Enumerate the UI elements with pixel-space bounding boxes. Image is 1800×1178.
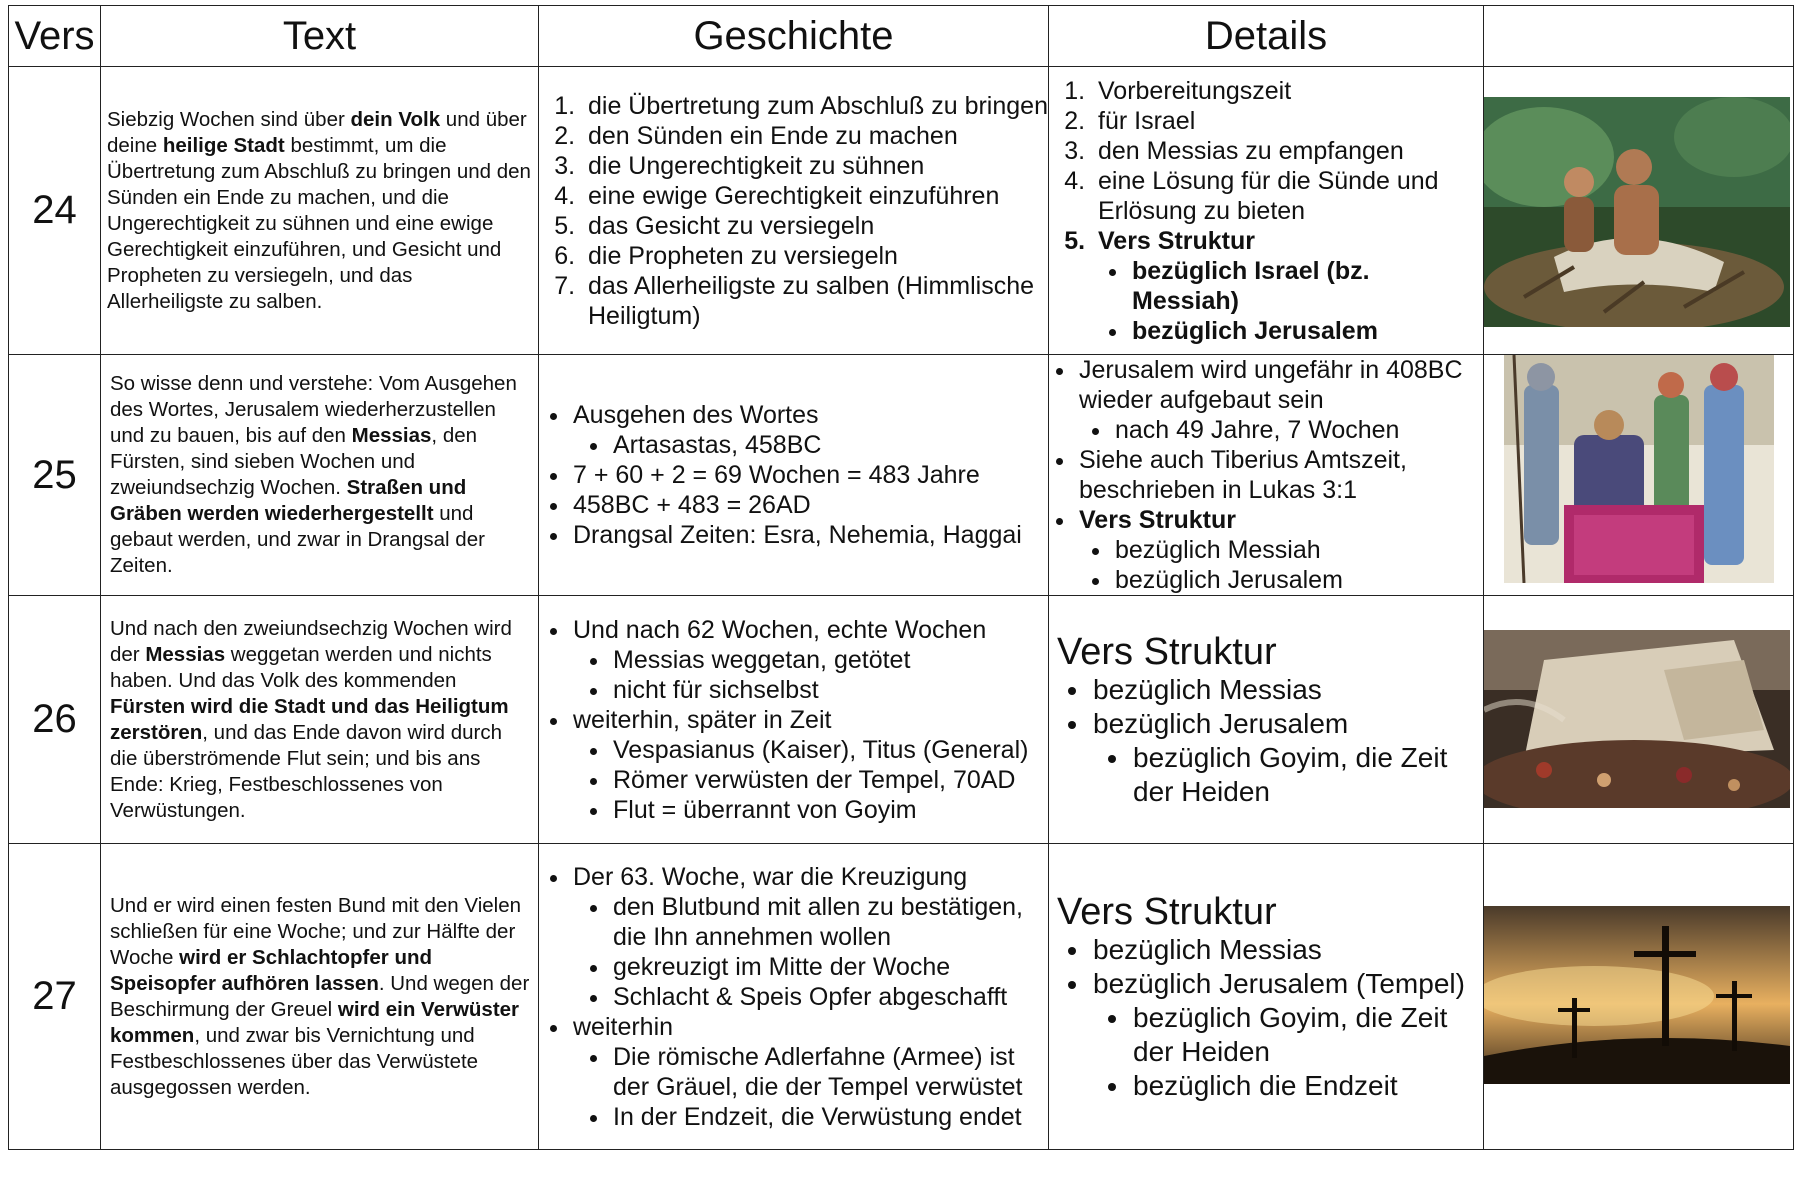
list-item: 7. das Allerheiligste zu salben (Himmlische Heiligtum) [582, 271, 1048, 331]
details-heading: Vers Struktur [1057, 630, 1277, 673]
list-item: • bezüglich Goyim, die Zeit der Heiden [1131, 741, 1483, 809]
list-item: • Römer verwüsten der Tempel, 70AD [611, 765, 1048, 795]
list-item-label: weiterhin [573, 1012, 674, 1041]
header-text: Text [101, 6, 539, 67]
three-crosses-sunset-photo [1484, 906, 1790, 1084]
details-cell [1049, 844, 1484, 1150]
sublist [1079, 415, 1483, 445]
list-item: 1. Vorbereitungszeit [1092, 76, 1483, 106]
list-item-label: weiterhin, später in Zeit [573, 705, 832, 734]
image-cell [1484, 355, 1794, 596]
sublist [1093, 741, 1483, 809]
details-list [1049, 76, 1483, 346]
sacrifice-lamb-painting [1484, 97, 1790, 327]
table-row [9, 844, 1794, 1150]
image-cell [1484, 596, 1794, 844]
list-item: • bezüglich Jerusalem [1130, 316, 1483, 346]
list-item [571, 862, 1048, 1012]
list-item: • Artasastas, 458BC [611, 430, 1048, 460]
list-item: • 7 + 60 + 2 = 69 Wochen = 483 Jahre [571, 460, 1048, 490]
header-row [9, 6, 1794, 67]
list-item: 5. das Gesicht zu versiegeln [582, 211, 1048, 241]
list-item: • bezüglich Israel (bz. Messiah) [1130, 256, 1483, 316]
sublist [573, 735, 1048, 825]
table-row [9, 67, 1794, 355]
sublist [573, 892, 1048, 1012]
list-item-label: Ausgehen des Wortes [573, 401, 819, 429]
list-item-label: Und nach 62 Wochen, echte Wochen [573, 615, 987, 644]
table-row [9, 355, 1794, 596]
list-item [1077, 505, 1483, 595]
list-item: • bezüglich Jerusalem [1113, 565, 1483, 595]
list-item [1077, 355, 1483, 445]
details-cell [1049, 596, 1484, 844]
list-item-label: bezüglich Jerusalem [1093, 707, 1349, 739]
verse-number: 26 [9, 596, 101, 844]
sublist [1093, 1001, 1483, 1103]
list-item-label: Jerusalem wird ungefähr in 408BC wieder aufgebaut sein [1079, 356, 1463, 414]
list-item: • In der Endzeit, die Verwüstung endet [611, 1102, 1048, 1132]
list-item: 3. den Messias zu empfangen [1092, 136, 1483, 166]
verse-text: So wisse denn und verstehe: Vom Ausgehen des Wortes, Jerusalem wiederherzustellen und zu bauen, bis auf den Messias, den Fürsten, sind sieben Wochen und zweiundsechzig Wochen. Straßen und Gräben werden wiederhergestellt und gebaut werden, und zwar in Drangsal der Zeiten. [101, 355, 539, 596]
list-item [571, 400, 1048, 460]
list-item: • gekreuzigt im Mitte der Woche [611, 952, 1048, 982]
history-list [539, 91, 1048, 331]
history-cell [539, 67, 1049, 355]
verse-text: Und er wird einen festen Bund mit den Vielen schließen für eine Woche; und zur Hälfte der Woche wird er Schlachtopfer und Speisopfer aufhören lassen. Und wegen der Beschirmung der Greuel wird ein Verwüster kommen, und zwar bis Vernichtung und Festbeschlossenes über das Verwüstete ausgegossen werden. [101, 844, 539, 1150]
list-item: • Flut = überrannt von Goyim [611, 795, 1048, 825]
list-item: • bezüglich Messias [1091, 933, 1483, 967]
list-item: • nicht für sichselbst [611, 675, 1048, 705]
list-item [571, 705, 1048, 825]
details-cell [1049, 67, 1484, 355]
header-vers: Vers [9, 6, 101, 67]
list-item [571, 615, 1048, 705]
image-cell [1484, 844, 1794, 1150]
list-item-label: bezüglich Jerusalem (Tempel) [1093, 967, 1465, 999]
verse-number: 25 [9, 355, 101, 596]
history-cell [539, 596, 1049, 844]
list-item: 2. für Israel [1092, 106, 1483, 136]
details-heading: Vers Struktur [1057, 890, 1277, 933]
list-item: • bezüglich Messiah [1113, 535, 1483, 565]
table-row [9, 596, 1794, 844]
list-item: 4. eine ewige Gerechtigkeit einzuführen [582, 181, 1048, 211]
details-list [1049, 355, 1483, 595]
list-item-label: Vers Struktur [1079, 506, 1237, 534]
header-details: Details [1049, 6, 1484, 67]
sublist [573, 1042, 1048, 1132]
list-item: • den Blutbund mit allen zu bestätigen, die Ihn annehmen wollen [611, 892, 1048, 952]
sublist [1079, 535, 1483, 595]
list-item [1091, 967, 1483, 1103]
daniel-9-table [8, 5, 1794, 1150]
sublist [573, 430, 1048, 460]
list-item [571, 1012, 1048, 1132]
verse-text: Siebzig Wochen sind über dein Volk und über deine heilige Stadt bestimmt, um die Übertretung zum Abschluß zu bringen und den Sünden ein Ende zu machen, und die Ungerechtigkeit zu sühnen und eine ewige Gerechtigkeit einzuführen, und Gesicht und Propheten zu versiegeln, und das Allerheiligste zu salben. [101, 67, 539, 355]
list-item [1092, 226, 1483, 346]
list-item: • bezüglich die Endzeit [1131, 1069, 1483, 1103]
list-item: • 458BC + 483 = 26AD [571, 490, 1048, 520]
details-list [1049, 933, 1483, 1103]
list-item-label: Der 63. Woche, war die Kreuzigung [573, 862, 968, 891]
sublist [573, 645, 1048, 705]
list-item: 2. den Sünden ein Ende zu machen [582, 121, 1048, 151]
verse-number: 27 [9, 844, 101, 1150]
king-decree-painting [1504, 355, 1774, 583]
list-item: • Messias weggetan, getötet [611, 645, 1048, 675]
details-list [1049, 673, 1483, 809]
verse-number: 24 [9, 67, 101, 355]
verse-text: Und nach den zweiundsechzig Wochen wird der Messias weggetan werden und nichts haben. Und das Volk des kommenden Fürsten wird die Stadt und das Heiligtum zerstören, und das Ende davon wird durch die überströmende Flut sein; und bis ans Ende: Krieg, Festbeschlossenes von Verwüstungen. [101, 596, 539, 844]
sublist [1098, 256, 1483, 346]
list-item: 6. die Propheten zu versiegeln [582, 241, 1048, 271]
list-item: • Schlacht & Speis Opfer abgeschafft [611, 982, 1048, 1012]
list-item: 3. die Ungerechtigkeit zu sühnen [582, 151, 1048, 181]
list-item: • bezüglich Messias [1091, 673, 1483, 707]
list-item: • Siehe auch Tiberius Amtszeit, beschrieben in Lukas 3:1 [1077, 445, 1483, 505]
header-geschichte: Geschichte [539, 6, 1049, 67]
list-item: • Drangsal Zeiten: Esra, Nehemia, Haggai [571, 520, 1048, 550]
list-item: • Die römische Adlerfahne (Armee) ist der Gräuel, die der Tempel verwüstet [611, 1042, 1048, 1102]
history-list [539, 400, 1048, 550]
list-item: • bezüglich Goyim, die Zeit der Heiden [1131, 1001, 1483, 1069]
history-list [539, 615, 1048, 825]
list-item: • nach 49 Jahre, 7 Wochen [1113, 415, 1483, 445]
image-cell [1484, 67, 1794, 355]
details-cell [1049, 355, 1484, 596]
history-cell [539, 844, 1049, 1150]
list-item: • Vespasianus (Kaiser), Titus (General) [611, 735, 1048, 765]
header-image [1484, 6, 1794, 67]
list-item: 4. eine Lösung für die Sünde und Erlösung zu bieten [1092, 166, 1483, 226]
temple-destruction-painting [1484, 630, 1790, 808]
history-list [539, 862, 1048, 1132]
history-cell [539, 355, 1049, 596]
list-item [1091, 707, 1483, 809]
list-item-label: Vers Struktur [1098, 226, 1256, 255]
list-item: 1. die Übertretung zum Abschluß zu bringen [582, 91, 1048, 121]
